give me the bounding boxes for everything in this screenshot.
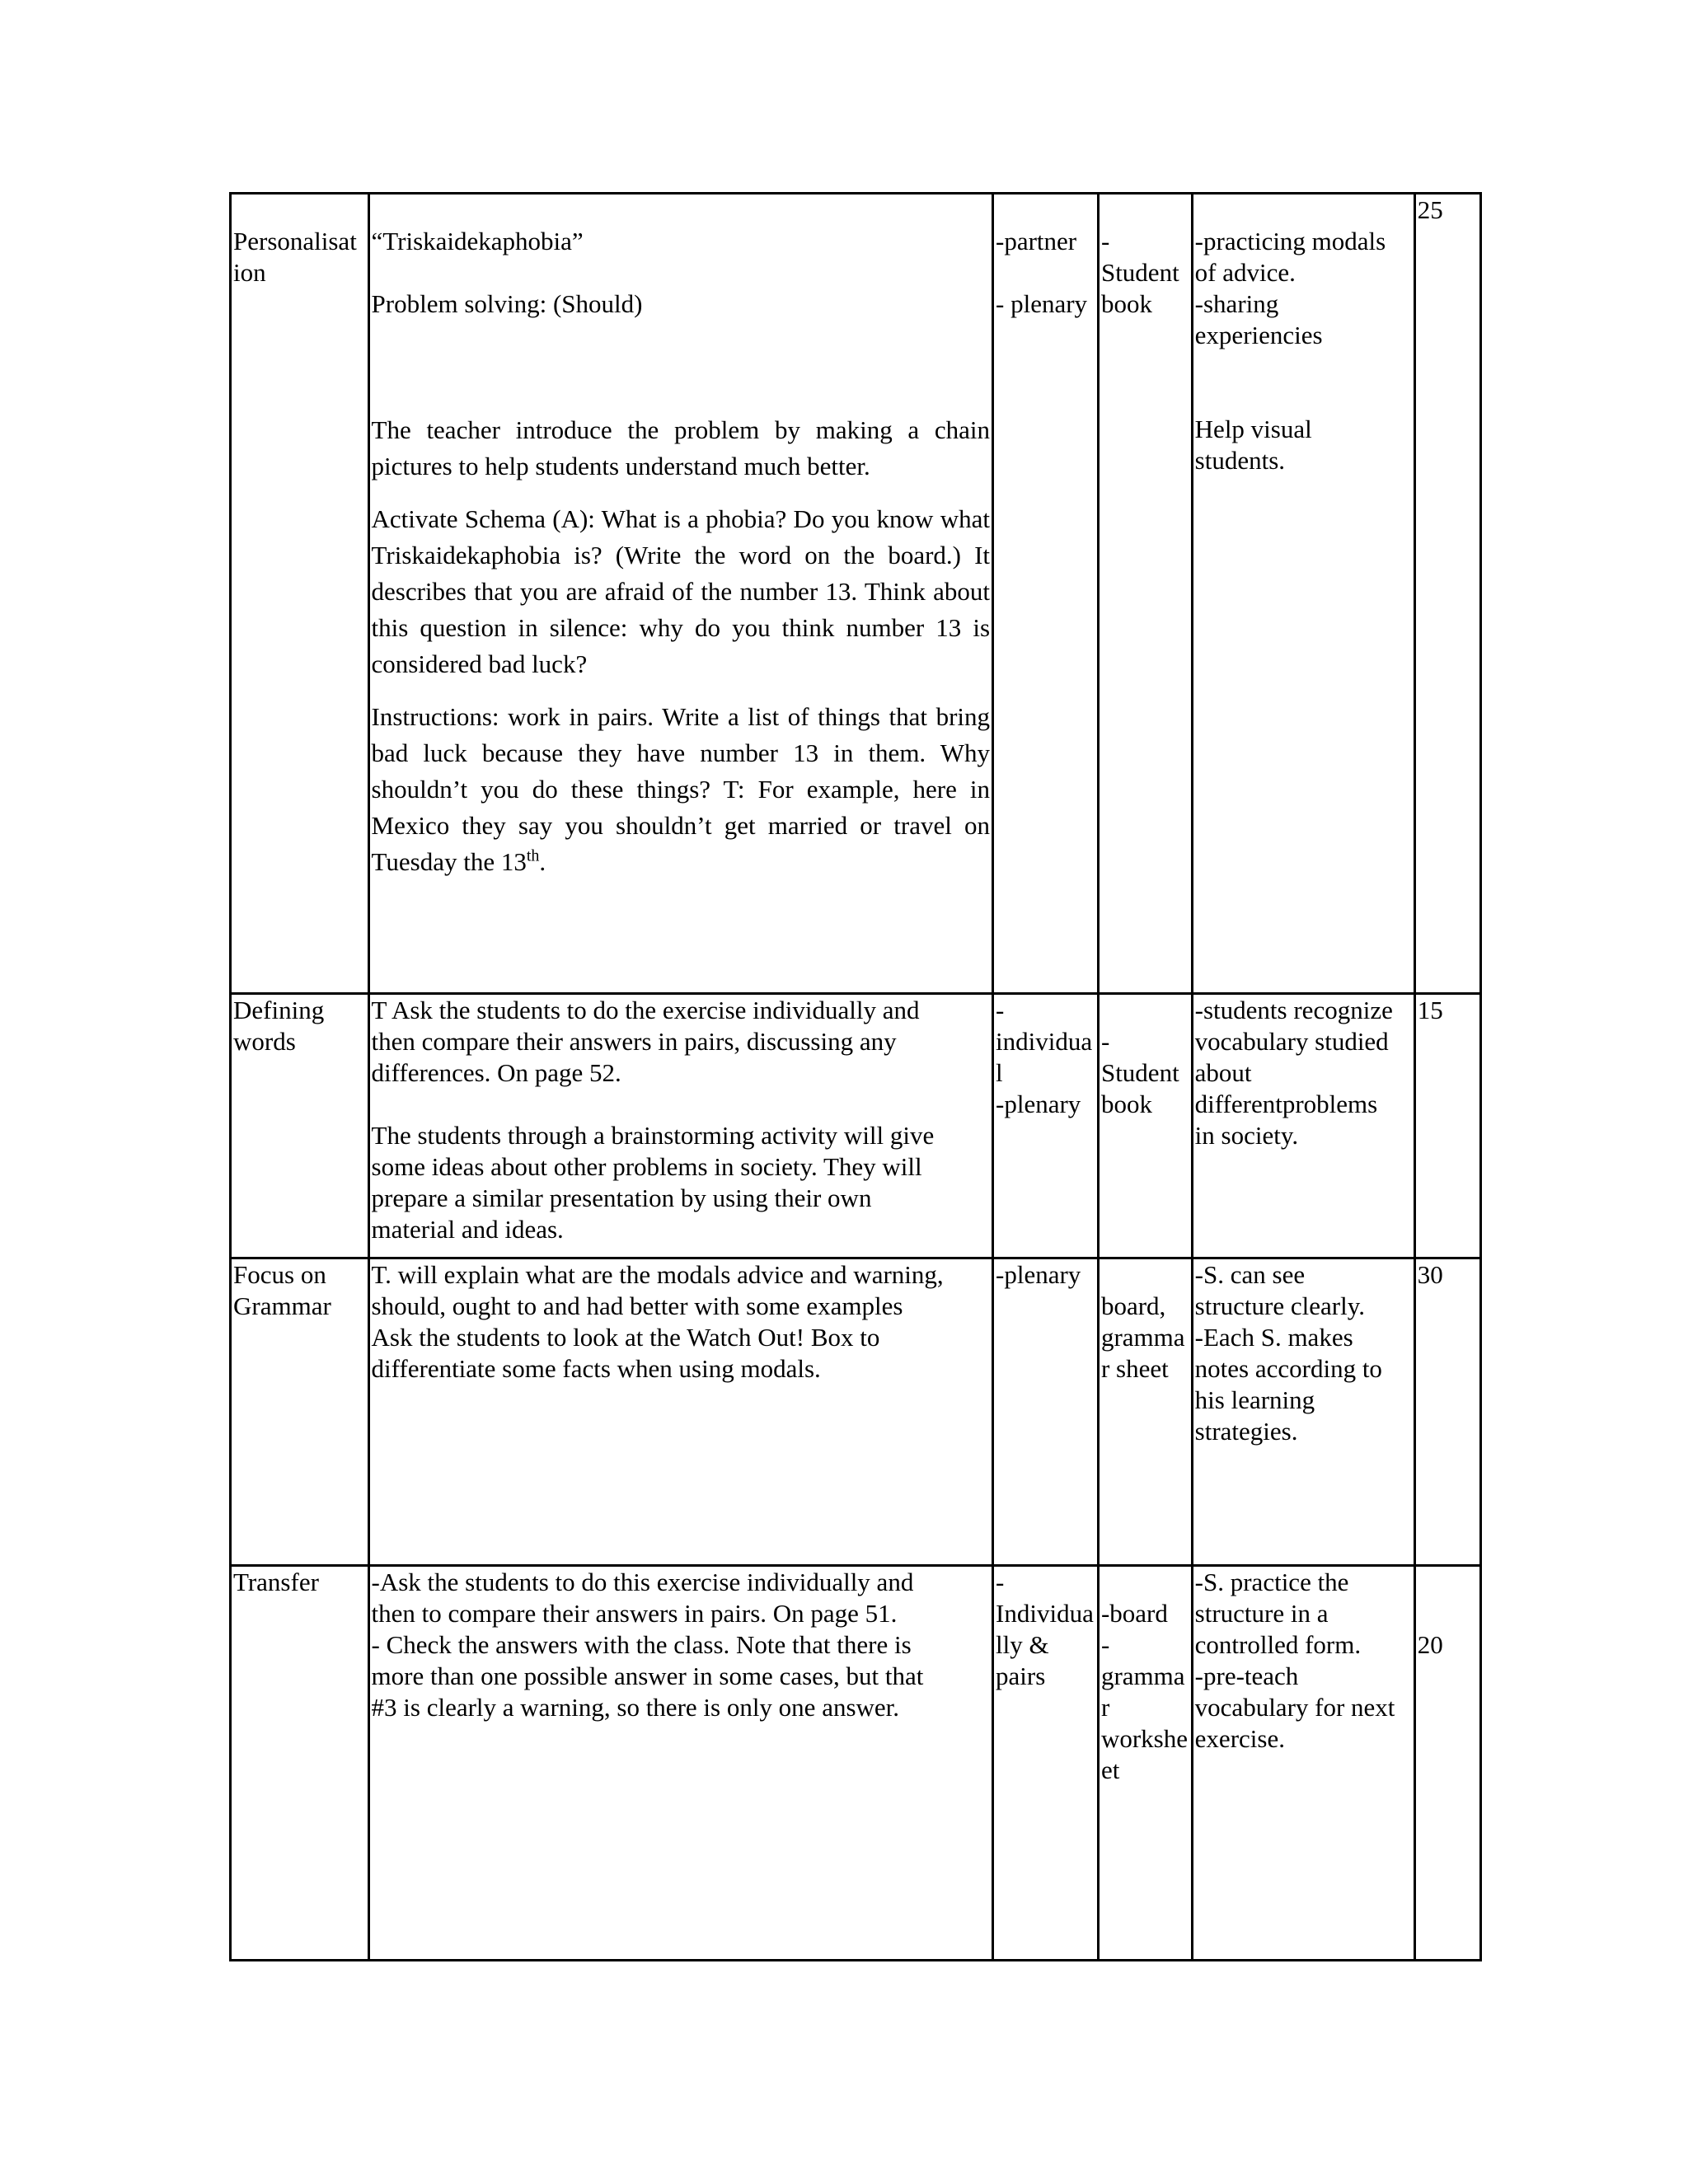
interaction-text: - xyxy=(996,996,1005,1024)
materials-text: -board xyxy=(1100,1599,1168,1628)
aims-cell xyxy=(1192,1258,1414,1566)
stage-text: Defining xyxy=(233,996,325,1024)
time-text: 15 xyxy=(1417,996,1443,1024)
procedure-line: then to compare their answers in pairs. On page 51. xyxy=(371,1599,898,1628)
procedure-line: T. will explain what are the modals advice and warning, xyxy=(371,1260,944,1289)
interaction-text: pairs xyxy=(996,1661,1046,1690)
stage-text: Focus on xyxy=(233,1260,326,1289)
procedure-line: T Ask the students to do the exercise individually and xyxy=(371,996,920,1024)
materials-text: board, xyxy=(1100,1291,1166,1320)
interaction-text: individua xyxy=(996,1027,1093,1056)
aims-text: notes according to xyxy=(1194,1354,1382,1383)
aims-text: students. xyxy=(1194,446,1286,475)
aims-text: strategies. xyxy=(1194,1417,1298,1446)
aims-text: -sharing xyxy=(1194,289,1279,318)
aims-text: -pre-teach xyxy=(1194,1661,1299,1690)
materials-cell xyxy=(1098,1566,1192,1961)
stage-cell xyxy=(231,1566,369,1961)
aims-text: structure in a xyxy=(1194,1599,1329,1628)
materials-text: - xyxy=(1100,1027,1110,1056)
stage-cell xyxy=(231,194,369,994)
procedure-line: differentiate some facts when using modals. xyxy=(371,1354,821,1383)
procedure-line: #3 is clearly a warning, so there is only one answer. xyxy=(371,1693,900,1722)
materials-text: gramma xyxy=(1100,1323,1185,1352)
time-text: 30 xyxy=(1417,1260,1443,1289)
interaction-text: -partner xyxy=(996,227,1077,255)
procedure-cell xyxy=(368,194,992,994)
materials-text: - xyxy=(1100,227,1110,255)
table-row xyxy=(231,1566,1481,1961)
stage-cell xyxy=(231,994,369,1258)
aims-text: vocabulary studied xyxy=(1194,1027,1389,1056)
superscript: th xyxy=(526,846,540,865)
materials-text: - xyxy=(1100,1630,1110,1659)
aims-text: structure clearly. xyxy=(1194,1291,1365,1320)
aims-text: of advice. xyxy=(1194,258,1296,287)
stage-text: ion xyxy=(233,258,266,287)
procedure-cell xyxy=(368,994,992,1258)
time-text: 25 xyxy=(1417,195,1443,224)
procedure-line: should, ought to and had better with some examples xyxy=(371,1291,903,1320)
aims-text: controlled form. xyxy=(1194,1630,1362,1659)
time-cell xyxy=(1414,1566,1480,1961)
materials-text xyxy=(1101,1567,1189,1598)
aims-cell xyxy=(1192,994,1414,1258)
procedure-cell xyxy=(368,1258,992,1566)
aims-text: experiencies xyxy=(1194,321,1323,349)
aims-text: his learning xyxy=(1194,1385,1315,1414)
interaction-cell xyxy=(993,1566,1099,1961)
time-cell xyxy=(1414,994,1480,1258)
procedure-line: prepare a similar presentation by using their own xyxy=(371,1183,872,1212)
materials-text: book xyxy=(1100,1090,1152,1118)
time-cell xyxy=(1414,1258,1480,1566)
interaction-text: -plenary xyxy=(996,1090,1081,1118)
aims-cell xyxy=(1192,194,1414,994)
aims-text: Help visual xyxy=(1194,415,1312,443)
aims-text: -practicing modals xyxy=(1194,227,1386,255)
aims-text: -students recognize xyxy=(1194,996,1393,1024)
procedure-text: Instructions: work in pairs. Write a list of things that bring bad luck because they have number 13 in them. Why shouldn’t you do these things? T: For example, here in Mexico they say you shouldn’t get married or travel on Tuesday the 13 xyxy=(371,702,991,876)
table-row xyxy=(231,194,1481,994)
interaction-text: l xyxy=(996,1058,1003,1087)
procedure-paragraph: Activate Schema (A): What is a phobia? Do you know what Triskaidekaphobia is? (Write the word on the board.) It describes that you are afraid of the number 13. Think about this question in silence: why do you think number 13 is considered bad luck? xyxy=(371,504,991,678)
procedure-paragraph xyxy=(372,699,990,880)
interaction-text: Individua xyxy=(996,1599,1094,1628)
materials-text xyxy=(1101,1259,1189,1291)
time-text: 20 xyxy=(1417,1630,1443,1659)
procedure-line: more than one possible answer in some cases, but that xyxy=(371,1661,924,1690)
time-cell xyxy=(1414,194,1480,994)
aims-cell xyxy=(1192,1566,1414,1961)
aims-text: vocabulary for next xyxy=(1194,1693,1395,1722)
stage-text: Personalisat xyxy=(233,227,357,255)
procedure-title: “Triskaidekaphobia” xyxy=(371,227,584,255)
interaction-cell xyxy=(993,1258,1099,1566)
materials-text: workshe xyxy=(1100,1724,1188,1753)
interaction-text: - plenary xyxy=(996,289,1088,318)
materials-text: r xyxy=(1100,1693,1110,1722)
stage-text: Transfer xyxy=(233,1568,319,1596)
interaction-cell xyxy=(993,194,1099,994)
materials-cell xyxy=(1098,1258,1192,1566)
procedure-line: differences. On page 52. xyxy=(371,1058,621,1087)
procedure-line: material and ideas. xyxy=(371,1215,564,1244)
materials-text: Student xyxy=(1100,258,1179,287)
procedure-line: some ideas about other problems in society. They will xyxy=(371,1152,922,1181)
materials-text: r sheet xyxy=(1100,1354,1169,1383)
interaction-text: -plenary xyxy=(996,1260,1081,1289)
stage-text: Grammar xyxy=(233,1291,331,1320)
materials-cell xyxy=(1098,194,1192,994)
aims-text: -S. practice the xyxy=(1194,1568,1349,1596)
materials-text: book xyxy=(1100,289,1152,318)
lesson-plan-table xyxy=(229,192,1482,1961)
aims-text: differentproblems xyxy=(1194,1090,1378,1118)
procedure-line: The students through a brainstorming activity will give xyxy=(371,1121,935,1150)
aims-text: exercise. xyxy=(1194,1724,1285,1753)
procedure-line: Ask the students to look at the Watch Out! Box to xyxy=(371,1323,880,1352)
table-row xyxy=(231,1258,1481,1566)
materials-cell xyxy=(1098,994,1192,1258)
materials-text: et xyxy=(1100,1755,1120,1784)
stage-cell xyxy=(231,1258,369,1566)
procedure-text: . xyxy=(539,847,546,876)
procedure-cell xyxy=(368,1566,992,1961)
interaction-text: lly & xyxy=(996,1630,1049,1659)
aims-text: -Each S. makes xyxy=(1194,1323,1353,1352)
interaction-cell xyxy=(993,994,1099,1258)
procedure-paragraph: The teacher introduce the problem by making a chain pictures to help students understand much better. xyxy=(371,415,991,480)
aims-text: about xyxy=(1194,1058,1252,1087)
procedure-line: then compare their answers in pairs, discussing any xyxy=(371,1027,897,1056)
aims-text: in society. xyxy=(1194,1121,1299,1150)
procedure-line: -Ask the students to do this exercise individually and xyxy=(371,1568,914,1596)
aims-text: -S. can see xyxy=(1194,1260,1306,1289)
interaction-text: - xyxy=(996,1568,1005,1596)
procedure-line: - Check the answers with the class. Note that there is xyxy=(371,1630,912,1659)
materials-text: gramma xyxy=(1100,1661,1185,1690)
materials-text: Student xyxy=(1100,1058,1179,1087)
table-row xyxy=(231,994,1481,1258)
stage-text: words xyxy=(233,1027,296,1056)
procedure-subtitle: Problem solving: (Should) xyxy=(371,289,643,318)
materials-text xyxy=(1101,995,1189,1026)
